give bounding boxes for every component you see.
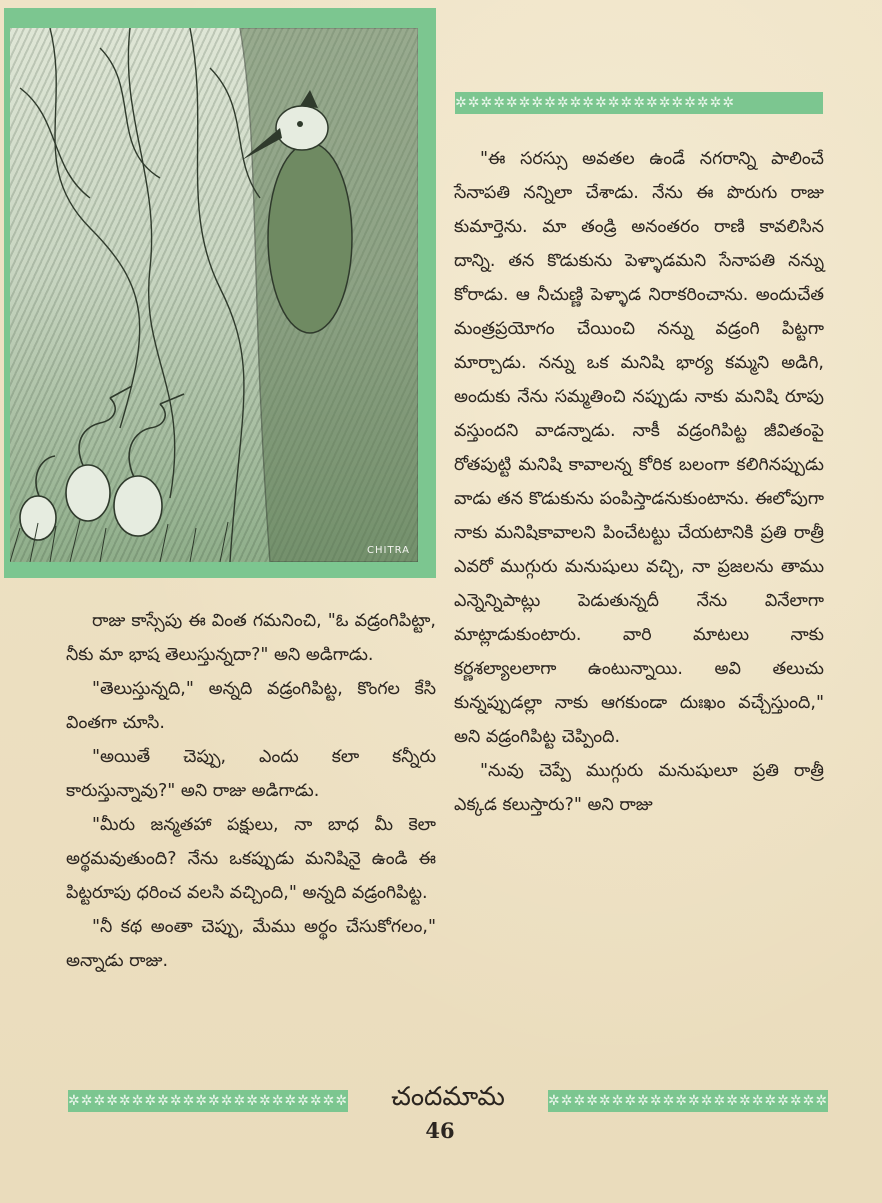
border-motif: ✲✲✲✲✲✲✲✲✲✲✲✲✲✲✲✲✲✲✲✲✲✲ [548, 1093, 828, 1109]
paragraph: "ఈ సరస్సు అవతల ఉండే నగరాన్ని పాలించే సేనాపతి నన్నిలా చేశాడు. నేను ఈ పొరుగు రాజు కుమార్తెను. మా తండ్రి అనంతరం రాణి కావలిసిన దాన్ని. తన కొడుకును పెళ్ళాడమని సేనాపతి నన్ను కోరాడు. ఆ నీచుణ్ణి పెళ్ళాడ నిరాకరించాను. అందుచేత మంత్రప్రయోగం చేయించి నన్ను వడ్రంగి పిట్టగా మార్చాడు. నన్ను ఒక మనిషి భార్య కమ్మని అడిగి, అందుకు నేను సమ్మతించి నప్పుడు నాకు మనిషి రూపు వస్తుందని వాడన్నాడు. నాకీ వడ్రంగిపిట్ట జీవితంపై రోతపుట్టి మనిషి కావాలన్న కోరిక బలంగా కలిగినప్పుడు వాడు తన కొడుకును పంపిస్తాడనుకుంటాను. ఈలోపుగా నాకు మనిషికావాలని పించేటట్టు చేయటానికి ప్రతి రాత్రీ ఎవరో ముగ్గురు మనుషులు వచ్చి, నా ప్రజలను తాము ఎన్నెన్నిపాట్లు పెడుతున్నదీ నేను వినేలాగా మాట్లాడుకుంటారు. వారి మాటలు నాకు కర్ణశల్యాలలాగా ఉంటున్నాయి. అవి తలుచు కున్నప్పుడల్లా నాకు ఆగకుండా దుఃఖం వచ్చేస్తుంది," అని వడ్రంగిపిట్ట చెప్పింది. [454, 149, 824, 747]
right-text-column [454, 142, 824, 822]
ornamental-border-left [68, 1090, 348, 1112]
heron-figures [20, 386, 184, 540]
paragraph: "అయితే చెప్పు, ఎందు కలా కన్నీరు కారుస్తున్నావు?" అని రాజు అడిగాడు. [66, 747, 436, 801]
border-motif: ✲✲✲✲✲✲✲✲✲✲✲✲✲✲✲✲✲✲✲✲✲✲ [68, 1093, 348, 1109]
magazine-title: చందమామ [391, 1082, 505, 1112]
story-illustration [4, 8, 436, 578]
paragraph: "మీరు జన్మతహా పక్షులు, నా బాధ మీ కెలా అర్థమవుతుంది? నేను ఒకప్పుడు మనిషినై ఉండి ఈ పిట్టరూపు ధరించ వలసి వచ్చింది," అన్నది వడ్రంగిపిట్ట. [66, 815, 436, 903]
illustration-art [10, 28, 418, 562]
paragraph: రాజు కాస్సేపు ఈ వింత గమనించి, "ఓ వడ్రంగిపిట్టా, నీకు మా భాష తెలుస్తున్నదా?" అని అడిగాడు. [66, 611, 436, 665]
artist-signature: CHITRA [367, 545, 410, 556]
left-text-column [66, 604, 436, 978]
woodpecker-forest-drawing [10, 28, 418, 562]
page-footer [68, 1082, 828, 1116]
paragraph: "తెలుస్తున్నది," అన్నది వడ్రంగిపిట్ట, కొంగల కేసి వింతగా చూసి. [66, 679, 436, 733]
ornamental-border-top [455, 92, 823, 114]
paragraph: "నువు చెప్పే ముగ్గురు మనుషులూ ప్రతి రాత్రీ ఎక్కడ కలుస్తారు?" అని రాజు [454, 761, 824, 815]
paragraph: "నీ కథ అంతా చెప్పు, మేము అర్థం చేసుకోగలం," అన్నాడు రాజు. [66, 917, 436, 971]
ornamental-border-right [548, 1090, 828, 1112]
page-number: 46 [425, 1118, 455, 1143]
border-motif: ✲✲✲✲✲✲✲✲✲✲✲✲✲✲✲✲✲✲✲✲✲✲ [455, 95, 736, 111]
